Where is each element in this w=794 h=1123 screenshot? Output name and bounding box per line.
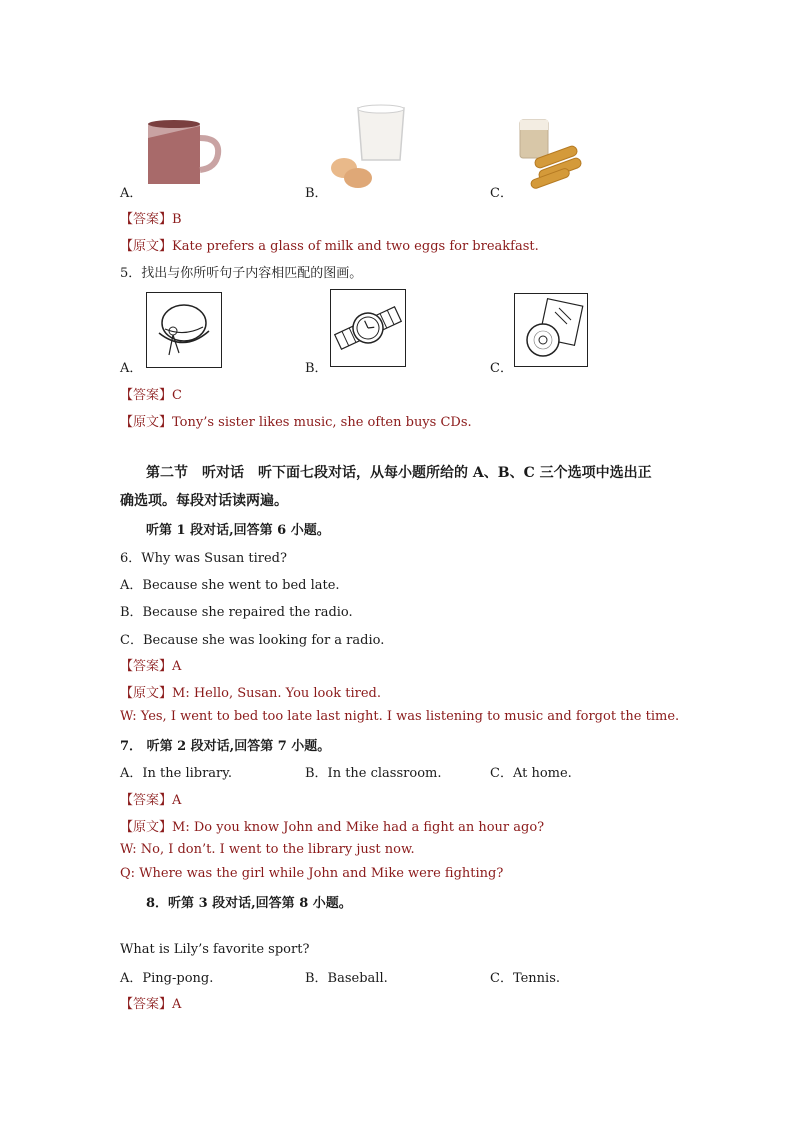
q5-option-c-letter: C．: [490, 361, 513, 376]
section2-heading-line2: 确选项。每段对话读两遍。: [120, 493, 288, 509]
q4-transcript: 【原文】Kate prefers a glass of milk and two eggs for breakfast.: [120, 239, 539, 254]
q5-option-a-image: [146, 292, 222, 368]
q6-option-c: C．Because she was looking for a radio.: [120, 633, 385, 648]
q7-transcript-line1: 【原文】M: Do you know John and Mike had a fight an hour ago?: [120, 820, 545, 835]
q7-transcript-line2: W: No, I don’t. I went to the library just now.: [120, 842, 415, 857]
q5-transcript: 【原文】Tony’s sister likes music, she often buys CDs.: [120, 415, 472, 430]
q4-option-a-image: [144, 118, 224, 188]
watch-icon: [331, 290, 405, 366]
section2-heading-line1: 第二节 听对话 听下面七段对话，从每小题所给的 A、B、C 三个选项中选出正: [146, 465, 652, 481]
q6-intro: 听第 1 段对话,回答第 6 小题。: [146, 523, 330, 538]
q6-transcript-line1: 【原文】M: Hello, Susan. You look tired.: [120, 686, 381, 701]
cd-icon: [515, 294, 587, 366]
q8-option-b: B．Baseball.: [305, 971, 388, 986]
q4-option-b-image: [330, 104, 410, 190]
q4-option-c-letter: C．: [490, 186, 513, 201]
q8-answer: 【答案】A: [120, 997, 182, 1012]
q5-answer: 【答案】C: [120, 388, 182, 403]
soymilk-and-youtiao-icon: [516, 116, 584, 190]
q5-option-b-letter: B．: [305, 361, 328, 376]
q7-option-c: C．At home.: [490, 766, 572, 781]
q8-option-c: C．Tennis.: [490, 971, 561, 986]
q6-transcript-line2: W: Yes, I went to bed too late last night. I was listening to music and forgot the time.: [120, 709, 680, 724]
q6-option-b: B．Because she repaired the radio.: [120, 605, 353, 620]
q4-option-a-letter: A．: [120, 186, 143, 201]
q5-option-c-image: [514, 293, 588, 367]
q8-option-a: A．Ping-pong.: [120, 971, 214, 986]
q6-question: 6．Why was Susan tired?: [120, 551, 287, 566]
q8-question: What is Lily’s favorite sport?: [120, 942, 310, 957]
q5-option-a-letter: A．: [120, 361, 143, 376]
q4-option-b-letter: B．: [305, 186, 328, 201]
q6-option-a: A．Because she went to bed late.: [120, 578, 340, 593]
q4-answer: 【答案】B: [120, 212, 182, 227]
q7-question: 7． 听第 2 段对话,回答第 7 小题。: [120, 739, 331, 754]
q5-option-b-image: [330, 289, 406, 367]
hat-icon: [147, 293, 221, 367]
q7-option-a: A．In the library.: [120, 766, 233, 781]
mug-icon: [144, 118, 224, 188]
q7-transcript-line3: Q: Where was the girl while John and Mike were fighting?: [120, 866, 504, 881]
q6-answer: 【答案】A: [120, 659, 182, 674]
q8-intro: 8．听第 3 段对话,回答第 8 小题。: [146, 896, 352, 911]
q4-option-c-image: [516, 116, 584, 190]
q5-prompt: 5．找出与你所听句子内容相匹配的图画。: [120, 266, 363, 281]
q7-option-b: B．In the classroom.: [305, 766, 442, 781]
q7-answer: 【答案】A: [120, 793, 182, 808]
milk-and-eggs-icon: [330, 104, 410, 190]
